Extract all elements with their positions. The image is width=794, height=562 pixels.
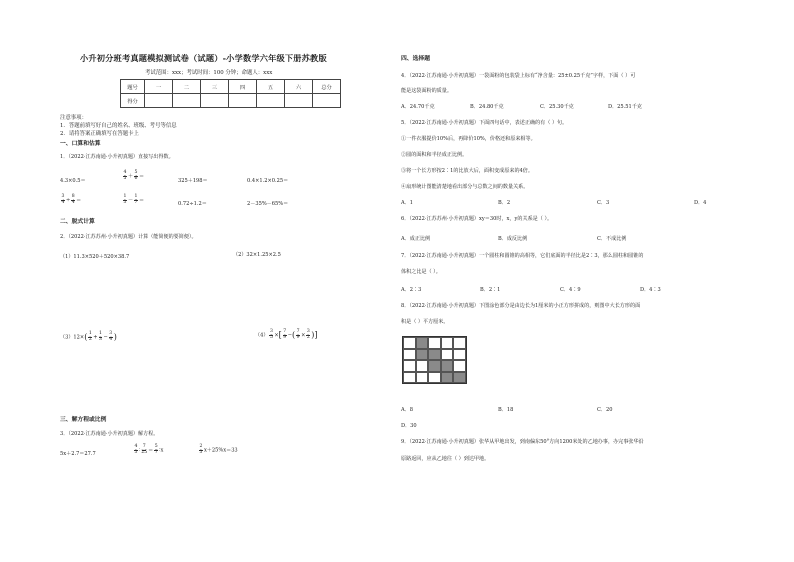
question-text: 3．（2022·江苏南通·小升初真题）解方程。 bbox=[60, 431, 159, 437]
option[interactable]: B．2 bbox=[498, 200, 511, 206]
score-cell[interactable] bbox=[313, 94, 341, 108]
statement: ②圆的面积和半径成正比例。 bbox=[401, 152, 468, 158]
score-cell[interactable] bbox=[145, 94, 173, 108]
option[interactable]: C．3 bbox=[597, 200, 610, 206]
oral-item: 2－35%－65%＝ bbox=[247, 201, 289, 207]
question-text: 2．（2022·江苏苏州·小升初真题）计算（能简便的要简便）。 bbox=[60, 234, 197, 240]
option[interactable]: B．成反比例 bbox=[498, 236, 528, 242]
score-cell[interactable] bbox=[257, 94, 285, 108]
oral-item: 0.72÷1.2＝ bbox=[178, 201, 207, 207]
question-text: 4．（2022·江苏南通·小升初真题）一袋面粉的包装袋上标有“净含量：25±0.25千克”字样，下面（ ）可 bbox=[401, 73, 636, 79]
score-table-score-row bbox=[121, 94, 341, 108]
statement: ③将一个长方形按2∶1的比放大后，面积变成原来的4倍。 bbox=[401, 168, 533, 174]
score-cell: 总分 bbox=[313, 80, 341, 94]
calc-item: （2）32×1.25×2.5 bbox=[233, 252, 281, 258]
option[interactable]: D．4 bbox=[694, 200, 707, 206]
score-cell[interactable] bbox=[201, 94, 229, 108]
option[interactable]: B．2∶1 bbox=[480, 287, 501, 293]
oral-item: 0.4×1.2×0.25＝ bbox=[247, 178, 289, 184]
option[interactable]: D．4∶3 bbox=[640, 287, 661, 293]
option[interactable]: A．1 bbox=[401, 200, 414, 206]
section-heading: 三、解方程或比例 bbox=[60, 417, 107, 423]
score-table-header-row bbox=[121, 80, 341, 94]
option[interactable]: A．2∶3 bbox=[401, 287, 422, 293]
calc-item: （3）12×( $\frac{1}{2}$ + $\frac{1}{3}$ − $\frac{3}{4}$ ) bbox=[60, 331, 117, 342]
calc-item: （1）11.3×520＋520×38.7 bbox=[60, 254, 130, 260]
score-cell[interactable] bbox=[229, 94, 257, 108]
equation: 5x＋2.7＝27.7 bbox=[60, 451, 96, 457]
notes-title: 注意事项： bbox=[60, 115, 87, 121]
score-cell: 三 bbox=[201, 80, 229, 94]
option[interactable]: C．20 bbox=[597, 407, 613, 413]
option[interactable]: B．24.80千克 bbox=[470, 104, 504, 110]
statement: ①一件衣服提价10%后，再降价10%，价格还和原来相等。 bbox=[401, 136, 536, 142]
page-title: 小升初分班考真题模拟测试卷（试题）-小学数学六年级下册苏教版 bbox=[80, 53, 327, 63]
score-cell[interactable] bbox=[173, 94, 201, 108]
oral-item: $\frac{1}{3}$ － $\frac{1}{7}$ ＝ bbox=[123, 194, 145, 205]
oral-item: $\frac{4}{5}$ ＋ $\frac{5}{6}$ ＝ bbox=[123, 170, 145, 181]
option[interactable]: D．30 bbox=[401, 423, 417, 429]
score-cell: 一 bbox=[145, 80, 173, 94]
question-text: 7．（2022·江苏南通·小升初真题）一个圆柱和圆锥的高相等，它们底面的半径比是2∶3，那么圆柱和圆锥的 bbox=[401, 253, 644, 259]
note-item: 1．答题前填写好自己的姓名、班级、考号等信息 bbox=[60, 123, 177, 129]
option[interactable]: C．不成比例 bbox=[597, 236, 627, 242]
score-cell: 得分 bbox=[121, 94, 145, 108]
score-cell: 四 bbox=[229, 80, 257, 94]
score-cell[interactable] bbox=[285, 94, 313, 108]
option[interactable]: A．成正比例 bbox=[401, 236, 431, 242]
oral-item: $\frac{3}{4}$ ÷ $\frac{8}{4}$ ＝ bbox=[61, 194, 82, 205]
oral-item: 4.3×0.5＝ bbox=[60, 178, 86, 184]
question-text: 1．（2022·江苏南通·小升初真题）直接写出得数。 bbox=[60, 154, 174, 160]
exam-info: 考试范围：xxx；考试时间：100 分钟；命题人：xxx bbox=[145, 70, 273, 76]
question-text: 体积之比是（ ）。 bbox=[401, 269, 441, 275]
section-heading: 一、口算和估算 bbox=[60, 141, 101, 147]
score-cell: 题号 bbox=[121, 80, 145, 94]
question-text: 原路返回，应从乙地往（ ）到达甲地。 bbox=[401, 456, 490, 462]
question-text: 积是（ ）平方厘米。 bbox=[401, 319, 449, 325]
score-cell: 二 bbox=[173, 80, 201, 94]
equation: $\frac{4}{3}$ ∶ $\frac{7}{25}$ ＝ $\frac{5}{7}$ ∶x bbox=[134, 444, 164, 455]
option[interactable]: A．8 bbox=[401, 407, 414, 413]
score-cell: 六 bbox=[285, 80, 313, 94]
calc-item: （4） $\frac{3}{5}$ ×[ $\frac{7}{9}$ −( $\frac{7}{9}$ × $\frac{3}{2}$ )] bbox=[255, 329, 318, 340]
option[interactable]: B．18 bbox=[498, 407, 514, 413]
shaded-grid-figure bbox=[402, 336, 467, 384]
score-table bbox=[120, 79, 341, 108]
statement: ④扇形统计图能清楚地看出部分与总数之间的数量关系。 bbox=[401, 184, 529, 190]
section-heading: 四、选择题 bbox=[401, 56, 430, 62]
oral-item: 325＋198＝ bbox=[178, 178, 208, 184]
question-text: 5．（2022·江苏南通·小升初真题）下面四句话中，表述正确的有（ ）句。 bbox=[401, 120, 568, 126]
option[interactable]: C．4∶9 bbox=[560, 287, 581, 293]
question-text: 8．（2022·江苏南通·小升初真题）下图涂色部分是由边长为1厘米的小正方形拼成的，则图中大长方形的面 bbox=[401, 303, 641, 309]
option[interactable]: A．24.70千克 bbox=[401, 104, 435, 110]
question-text: 6．（2022·江苏苏州·小升初真题）xy＝30时，x，y的关系是（ ）。 bbox=[401, 216, 553, 222]
note-item: 2．请将答案正确填写在答题卡上 bbox=[60, 131, 139, 137]
option[interactable]: C．25.30千克 bbox=[540, 104, 574, 110]
option[interactable]: D．25.51千克 bbox=[608, 104, 642, 110]
score-cell: 五 bbox=[257, 80, 285, 94]
question-text: 9．（2022·江苏南通·小升初真题）张华从甲地出发，到南偏东50°方向1200米处的乙地办事，办完事张华沿 bbox=[401, 439, 644, 445]
question-text: 能是这袋面粉的质量。 bbox=[401, 88, 452, 94]
section-heading: 二、脱式计算 bbox=[60, 219, 95, 225]
equation: $\frac{2}{3}$ x＋25%x＝33 bbox=[199, 444, 238, 455]
